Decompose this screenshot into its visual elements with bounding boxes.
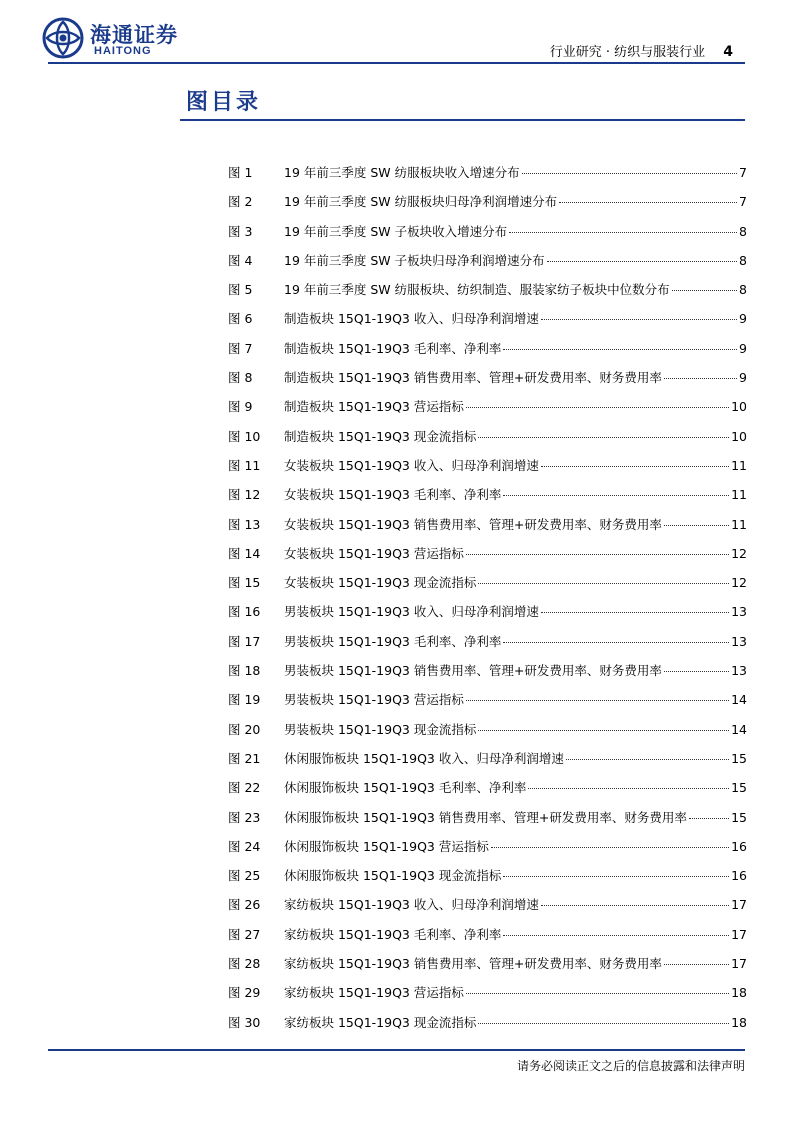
toc-figure-title: 制造板块 15Q1-19Q3 营运指标 [284,399,464,415]
toc-figure-number: 图 25 [228,868,261,884]
toc-dot-leader [478,729,729,731]
toc-entry[interactable] [228,978,747,1007]
toc-entry[interactable] [228,392,747,421]
toc-dot-leader [559,201,737,203]
toc-entry[interactable] [228,890,747,919]
toc-entry[interactable] [228,304,747,333]
toc-figure-title: 家纺板块 15Q1-19Q3 毛利率、净利率 [284,926,502,942]
figure-list [228,158,747,1037]
toc-figure-title: 男装板块 15Q1-19Q3 现金流指标 [284,721,477,737]
toc-page-number: 12 [731,575,747,591]
toc-entry[interactable] [228,275,747,304]
toc-figure-title: 男装板块 15Q1-19Q3 收入、归母净利润增速 [284,604,539,620]
toc-figure-title: 女装板块 15Q1-19Q3 现金流指标 [284,575,477,591]
toc-figure-number: 图 15 [228,575,261,591]
toc-page-number: 11 [731,457,747,473]
toc-dot-leader [466,406,729,408]
toc-entry[interactable] [228,832,747,861]
toc-figure-title: 制造板块 15Q1-19Q3 销售费用率、管理+研发费用率、财务费用率 [284,370,662,386]
toc-figure-number: 图 29 [228,985,261,1001]
header-info [550,41,733,60]
toc-figure-number: 图 24 [228,838,261,854]
toc-figure-title: 休闲服饰板块 15Q1-19Q3 现金流指标 [284,868,502,884]
toc-dot-leader [541,611,729,613]
toc-page-number: 9 [739,311,747,327]
toc-dot-leader [466,992,729,994]
toc-figure-title: 19 年前三季度 SW 纺服板块归母净利润增速分布 [284,194,558,210]
toc-figure-title: 家纺板块 15Q1-19Q3 营运指标 [284,985,464,1001]
toc-dot-leader [478,436,729,438]
haitong-logo [42,17,192,61]
toc-figure-number: 图 7 [228,340,253,356]
toc-dot-leader [664,524,729,526]
toc-entry[interactable] [228,246,747,275]
toc-figure-title: 制造板块 15Q1-19Q3 收入、归母净利润增速 [284,311,539,327]
footer-divider [48,1049,745,1051]
toc-figure-number: 图 5 [228,282,253,298]
toc-page-number: 17 [731,897,747,913]
toc-page-number: 11 [731,487,747,503]
toc-figure-title: 女装板块 15Q1-19Q3 毛利率、净利率 [284,487,502,503]
header-divider [48,62,745,64]
toc-dot-leader [541,465,729,467]
toc-dot-leader [664,963,729,965]
toc-dot-leader [466,553,729,555]
toc-dot-leader [478,582,729,584]
toc-figure-number: 图 23 [228,809,261,825]
toc-page-number: 14 [731,721,747,737]
toc-figure-number: 图 18 [228,663,261,679]
toc-page-number: 8 [739,223,747,239]
header-section: 行业研究 · 纺织与服装行业 [549,45,706,60]
toc-figure-number: 图 6 [228,311,253,327]
toc-figure-number: 图 28 [228,956,261,972]
title-underline [180,119,745,121]
toc-figure-number: 图 2 [228,194,253,210]
toc-page-number: 17 [731,926,747,942]
toc-figure-number: 图 17 [228,633,261,649]
toc-dot-leader [547,260,737,262]
toc-entry[interactable] [228,363,747,392]
toc-figure-number: 图 14 [228,545,261,561]
toc-figure-title: 制造板块 15Q1-19Q3 现金流指标 [284,428,477,444]
toc-page-number: 9 [739,370,747,386]
footer-disclaimer: 请务必阅读正文之后的信息披露和法律声明 [516,1059,745,1073]
toc-entry[interactable] [228,685,747,714]
toc-figure-number: 图 30 [228,1014,261,1030]
toc-figure-number: 图 21 [228,750,261,766]
toc-figure-title: 19 年前三季度 SW 子板块收入增速分布 [284,223,508,239]
toc-entry[interactable] [228,480,747,509]
toc-figure-title: 家纺板块 15Q1-19Q3 现金流指标 [284,1014,477,1030]
toc-dot-leader [466,699,729,701]
logo-chinese-name: 海通证券 [90,22,178,47]
title-block [180,88,745,121]
toc-entry[interactable] [228,920,747,949]
toc-figure-title: 19 年前三季度 SW 纺服板块、纺织制造、服装家纺子板块中位数分布 [284,282,670,298]
toc-page-number: 7 [739,165,747,180]
toc-entry[interactable] [228,715,747,744]
toc-dot-leader [566,758,729,760]
toc-figure-title: 休闲服饰板块 15Q1-19Q3 收入、归母净利润增速 [284,750,564,766]
toc-page-number: 17 [731,956,747,972]
toc-figure-title: 休闲服饰板块 15Q1-19Q3 毛利率、净利率 [284,780,527,796]
toc-figure-title: 男装板块 15Q1-19Q3 营运指标 [284,692,464,708]
toc-dot-leader [503,875,729,877]
toc-figure-title: 家纺板块 15Q1-19Q3 销售费用率、管理+研发费用率、财务费用率 [284,956,662,972]
toc-figure-title: 男装板块 15Q1-19Q3 销售费用率、管理+研发费用率、财务费用率 [284,663,662,679]
toc-page-number: 16 [731,868,747,884]
toc-figure-number: 图 1 [228,165,253,180]
toc-entry[interactable] [228,803,747,832]
toc-dot-leader [528,787,729,789]
toc-dot-leader [478,1022,729,1024]
toc-dot-leader [541,904,729,906]
toc-figure-number: 图 16 [228,604,261,620]
toc-dot-leader [672,289,737,291]
toc-figure-number: 图 19 [228,692,261,708]
toc-entry[interactable] [228,422,747,451]
toc-entry[interactable] [228,158,747,187]
toc-page-number: 15 [731,750,747,766]
toc-page-number: 13 [731,633,747,649]
toc-dot-leader [541,318,737,320]
toc-dot-leader [689,817,729,819]
toc-dot-leader [491,846,729,848]
toc-page-number: 18 [731,985,747,1001]
toc-page-number: 7 [739,194,747,210]
toc-page-number: 8 [739,282,747,298]
toc-page-number: 12 [731,545,747,561]
toc-figure-number: 图 11 [228,457,261,473]
toc-page-number: 15 [731,780,747,796]
toc-page-number: 16 [731,838,747,854]
toc-dot-leader [522,172,737,174]
toc-page-number: 18 [731,1014,747,1030]
toc-figure-title: 女装板块 15Q1-19Q3 销售费用率、管理+研发费用率、财务费用率 [284,516,662,532]
toc-figure-number: 图 3 [228,223,253,239]
toc-figure-title: 休闲服饰板块 15Q1-19Q3 销售费用率、管理+研发费用率、财务费用率 [284,809,687,825]
toc-figure-number: 图 8 [228,370,253,386]
toc-entry[interactable] [228,744,747,773]
toc-figure-number: 图 10 [228,428,261,444]
toc-dot-leader [509,231,737,233]
toc-page-number: 11 [731,516,747,532]
page-number: 4 [723,44,733,60]
toc-figure-number: 图 22 [228,780,261,796]
toc-dot-leader [503,641,729,643]
toc-page-number: 8 [739,252,747,268]
toc-entry[interactable] [228,510,747,539]
haitong-emblem-icon [42,17,84,59]
toc-page-number: 10 [731,428,747,444]
toc-entry[interactable] [228,656,747,685]
toc-figure-title: 女装板块 15Q1-19Q3 收入、归母净利润增速 [284,457,539,473]
toc-figure-title: 女装板块 15Q1-19Q3 营运指标 [284,545,464,561]
toc-figure-title: 19 年前三季度 SW 纺服板块收入增速分布 [284,165,520,180]
toc-entry[interactable] [228,451,747,480]
toc-figure-title: 男装板块 15Q1-19Q3 毛利率、净利率 [284,633,502,649]
toc-entry[interactable] [228,627,747,656]
toc-page-number: 14 [731,692,747,708]
toc-dot-leader [503,348,737,350]
toc-figure-number: 图 27 [228,926,261,942]
toc-figure-number: 图 9 [228,399,253,415]
toc-entry[interactable] [228,334,747,363]
page-title: 图目录 [186,89,262,115]
toc-entry[interactable] [228,187,747,216]
toc-dot-leader [664,670,729,672]
toc-page-number: 9 [739,340,747,356]
toc-figure-title: 19 年前三季度 SW 子板块归母净利润增速分布 [284,252,545,268]
toc-entry[interactable] [228,539,747,568]
toc-page-number: 10 [731,399,747,415]
toc-dot-leader [664,377,737,379]
toc-entry[interactable] [228,1008,747,1037]
toc-entry[interactable] [228,773,747,802]
toc-figure-number: 图 20 [228,721,261,737]
toc-figure-number: 图 12 [228,487,261,503]
toc-page-number: 15 [731,809,747,825]
toc-figure-number: 图 26 [228,897,261,913]
toc-figure-title: 休闲服饰板块 15Q1-19Q3 营运指标 [284,838,489,854]
toc-page-number: 13 [731,663,747,679]
toc-figure-title: 家纺板块 15Q1-19Q3 收入、归母净利润增速 [284,897,539,913]
toc-figure-number: 图 13 [228,516,261,532]
toc-entry[interactable] [228,861,747,890]
toc-entry[interactable] [228,597,747,626]
toc-entry[interactable] [228,568,747,597]
toc-page-number: 13 [731,604,747,620]
toc-dot-leader [503,934,729,936]
toc-figure-number: 图 4 [228,252,253,268]
toc-entry[interactable] [228,217,747,246]
toc-figure-title: 制造板块 15Q1-19Q3 毛利率、净利率 [284,340,502,356]
toc-dot-leader [503,494,729,496]
toc-entry[interactable] [228,949,747,978]
logo-english-name: HAITONG [94,45,152,57]
